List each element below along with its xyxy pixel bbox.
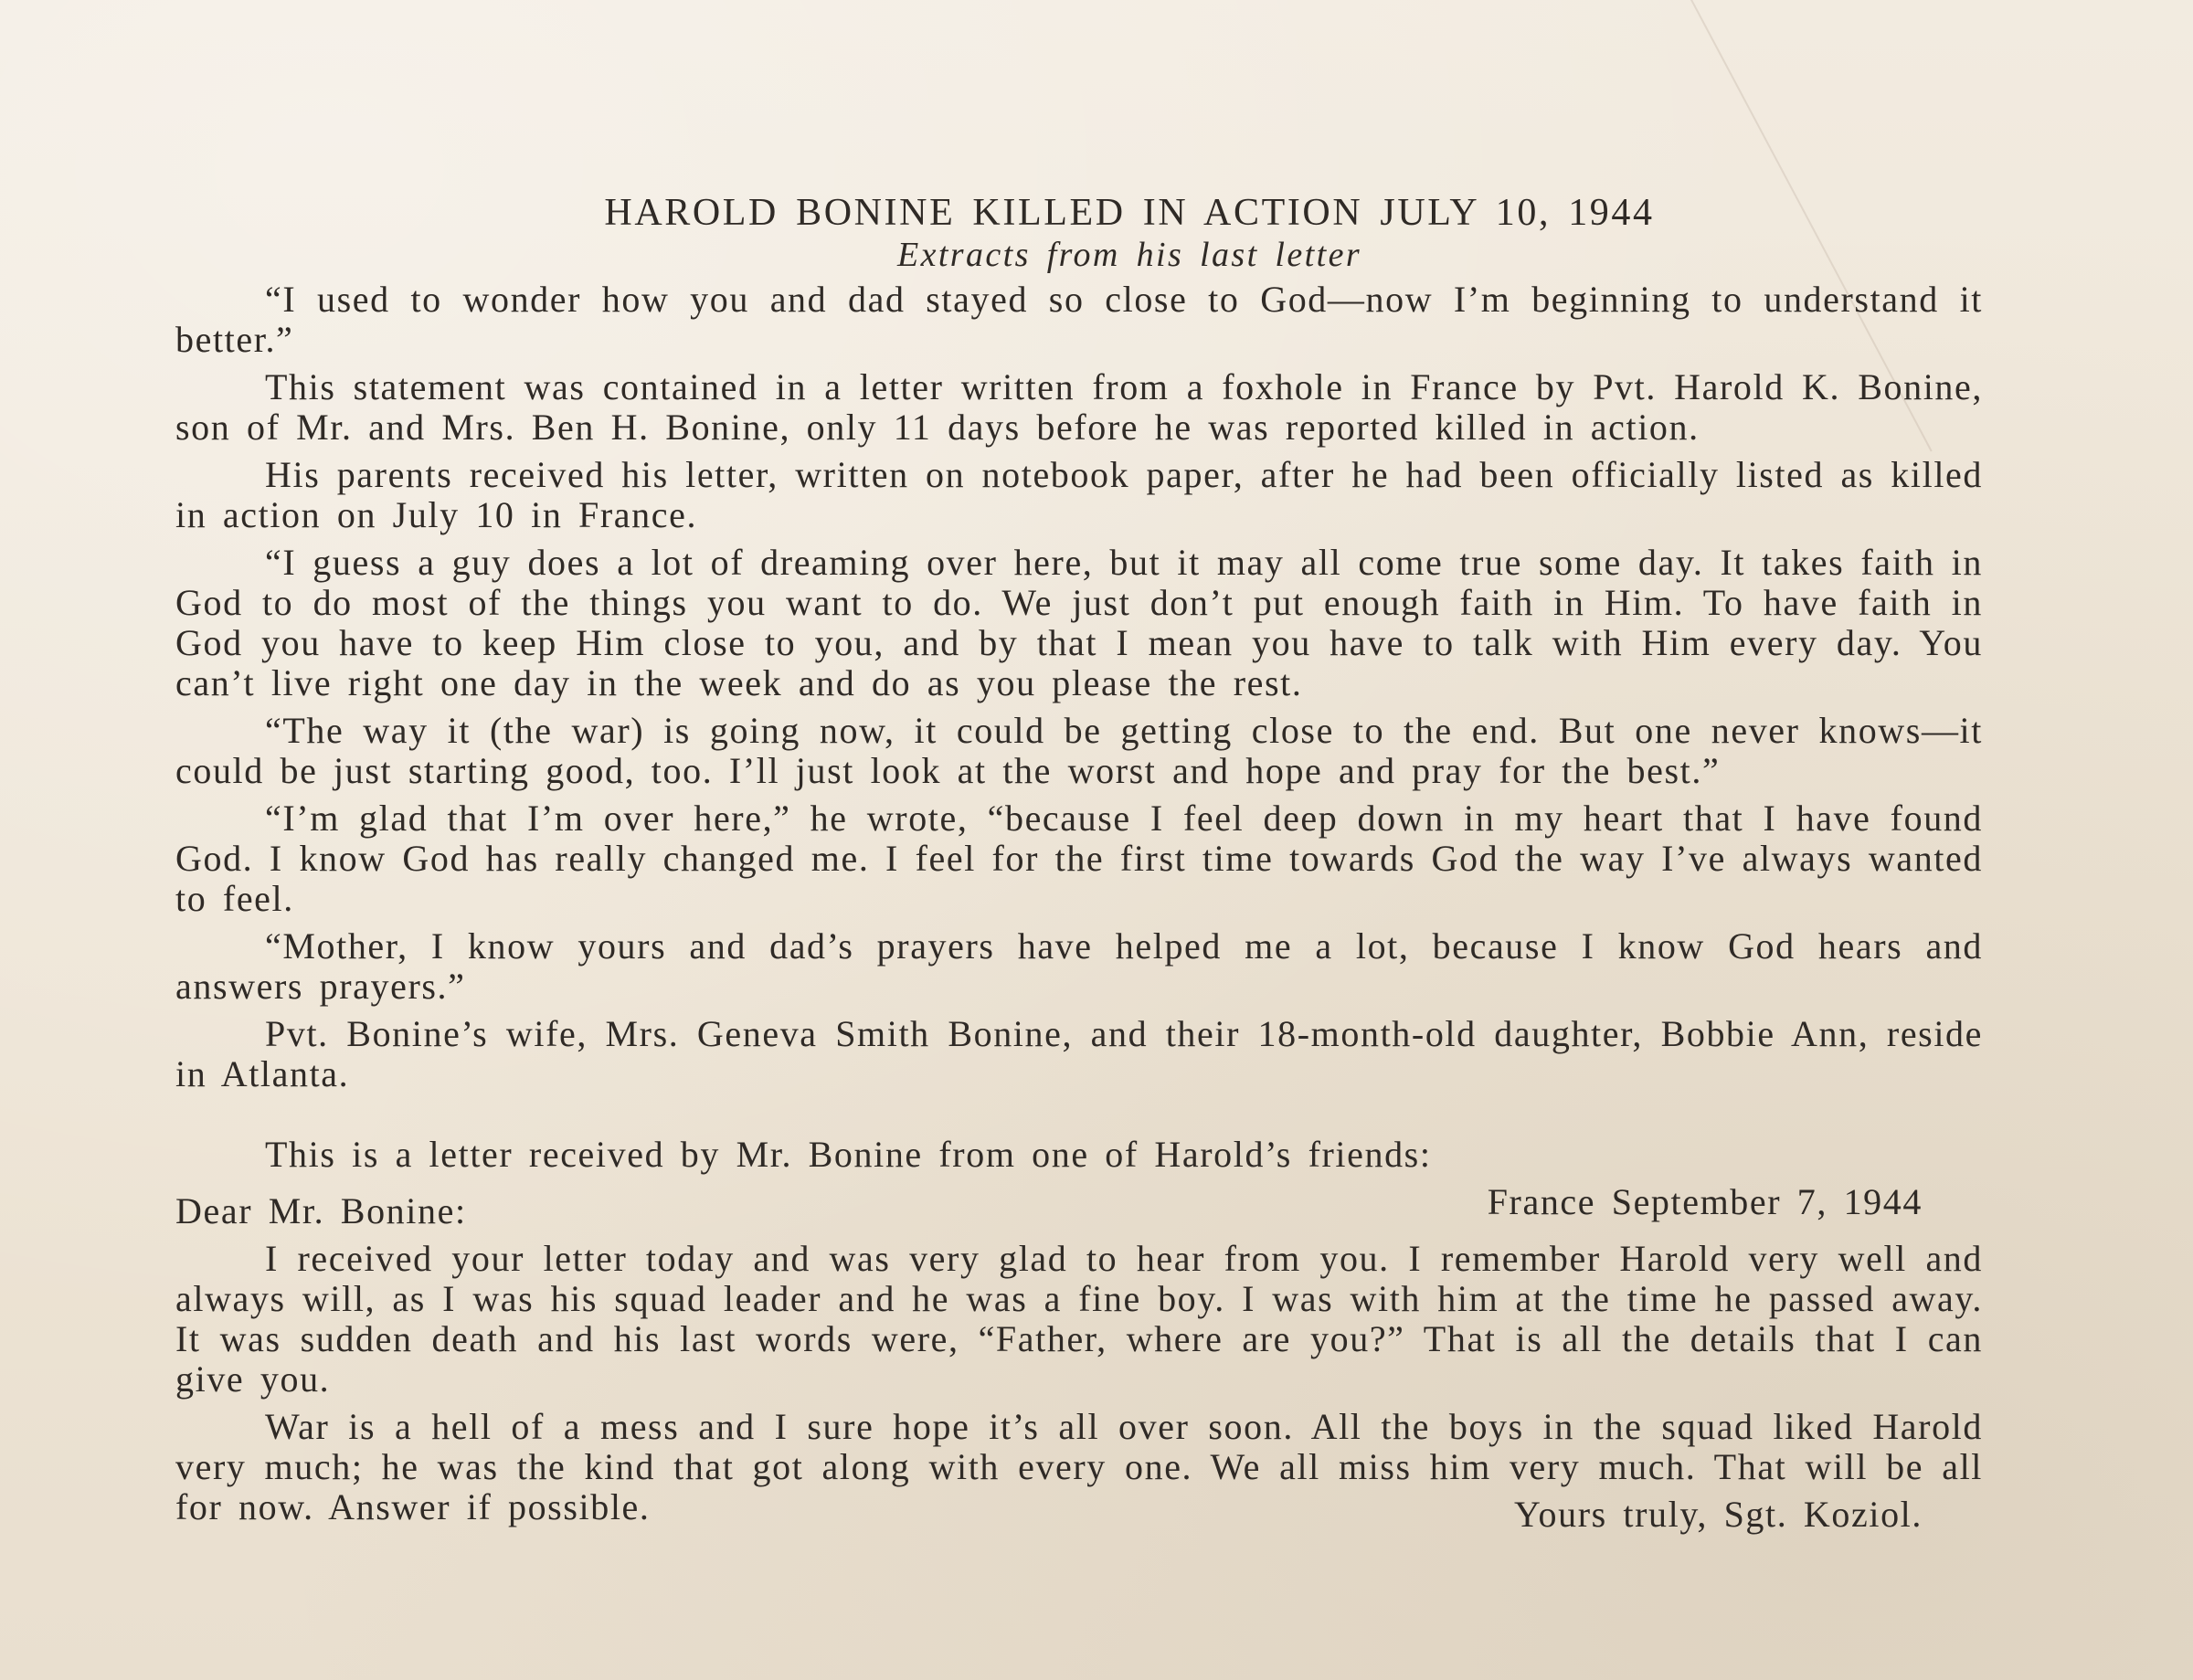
paragraph-1: “I used to wonder how you and dad stayed so close to God—now I’m beginning to understand it better.” (175, 279, 1983, 360)
section-gap (175, 1102, 1983, 1135)
paragraph-7: “Mother, I know yours and dad’s prayers have helped me a lot, because I know God hears and answers prayers.” (175, 925, 1983, 1007)
paragraph-6: “I’m glad that I’m over here,” he wrote, “because I feel deep down in my heart that I have found God. I know God has really changed me. I feel for the first time towards God the way I’ve always wanted to feel. (175, 798, 1983, 919)
document-title: HAROLD BONINE KILLED IN ACTION JULY 10, 1944 (604, 192, 1655, 234)
letter-paragraph-1: I received your letter today and was very glad to hear from you. I remember Harold very well and always will, as I was his squad leader and he was a fine boy. I was with him at the time he passed away. It was sudden death and his last words were, “Father, where are you?” That is all the details that I can give you. (175, 1238, 1983, 1400)
letter-closing-row (175, 1406, 1983, 1535)
paragraph-3: His parents received his letter, written on notebook paper, after he had been officially listed as killed in action on July 10 in France. (175, 454, 1983, 535)
letter-header-row (175, 1182, 1983, 1230)
paragraph-2: This statement was contained in a letter written from a foxhole in France by Pvt. Harold K. Bonine, son of Mr. and Mrs. Ben H. Bonine, only 11 days before he was reported killed in action. (175, 366, 1983, 448)
letter-document (175, 192, 1983, 1535)
paragraph-8: Pvt. Bonine’s wife, Mrs. Geneva Smith Bonine, and their 18-month-old daughter, Bobbie Ann, reside in Atlanta. (175, 1013, 1983, 1094)
letter-signature: Yours truly, Sgt. Koziol. (1514, 1494, 1923, 1535)
letter-paragraph-2: War is a hell of a mess and I sure hope it’s all over soon. All the boys in the squad liked Harold very much; he was the kind that got along with every one. We all miss him very much. That will be all for now. Answer if possible. (175, 1406, 1983, 1527)
friend-letter-intro: This is a letter received by Mr. Bonine from one of Harold’s friends: (265, 1134, 1432, 1175)
letter-dateline: France September 7, 1944 (1487, 1181, 1923, 1222)
paragraph-4: “I guess a guy does a lot of dreaming over here, but it may all come true some day. It takes faith in God to do most of the things you want to do. We just don’t put enough faith in Him. To have faith in God you have to keep Him close to you, and by that I mean you have to talk with Him every day. You can’t live right one day in the week and do as you please the rest. (175, 542, 1983, 703)
paragraph-5: “The way it (the war) is going now, it could be getting close to the end. But one never knows—it could be just starting good, too. I’ll just look at the worst and hope and pray for the best.” (175, 710, 1983, 791)
document-subtitle: Extracts from his last letter (896, 236, 1362, 274)
letter-greeting: Dear Mr. Bonine: (175, 1190, 467, 1231)
